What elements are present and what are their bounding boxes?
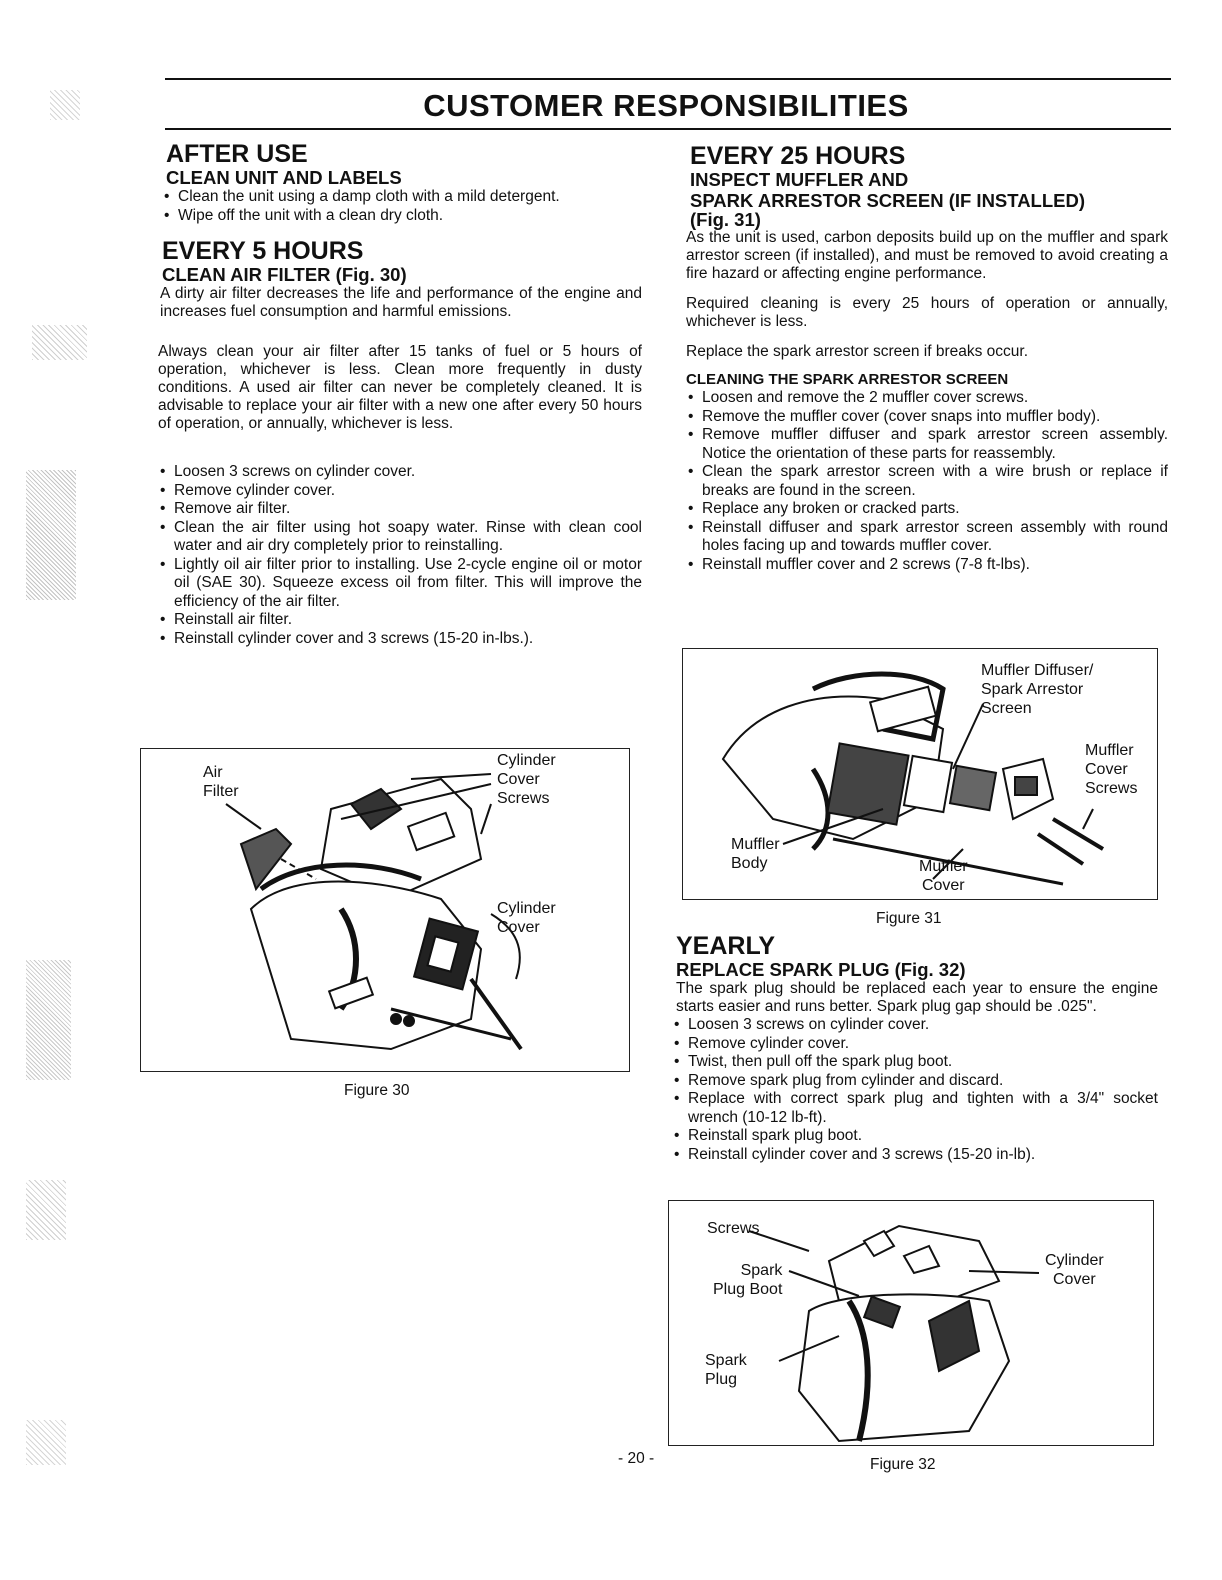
cylinder-cover-label: Cylinder Cover	[497, 900, 556, 936]
clean-unit-subheading: CLEAN UNIT AND LABELS	[166, 167, 402, 188]
list-item: • Reinstall cylinder cover and 3 screws (15-20 in-lb).	[672, 1146, 1158, 1165]
list-item: • Reinstall spark plug boot.	[672, 1127, 1158, 1146]
list-item: • Clean the spark arrestor screen with a wire brush or replace if breaks are found in the screen.	[686, 463, 1168, 500]
list-item: • Wipe off the unit with a clean dry cloth.	[162, 207, 642, 226]
yearly-list	[672, 1016, 1158, 1164]
muffler-diffuser-label: Muffler Diffuser/ Spark Arrestor Screen	[981, 662, 1094, 717]
figure-31	[682, 648, 1158, 900]
right-column	[686, 144, 1168, 574]
cleaning-heading: CLEANING THE SPARK ARRESTOR SCREEN	[686, 371, 1009, 388]
muffler-body-label: Muffler Body	[731, 836, 780, 872]
header-rule-bottom	[165, 128, 1171, 130]
list-item: • Lightly oil air filter prior to installing. Use 2-cycle engine oil or motor oil (SAE 30). Squeeze excess oil from filter. This will improve the efficiency of the air filter.	[158, 556, 642, 612]
spark-plug-label: Spark Plug	[705, 1352, 747, 1388]
list-item: • Loosen 3 screws on cylinder cover.	[672, 1016, 1158, 1035]
muffler-cover-screws-label: Muffler Cover Screws	[1085, 742, 1138, 797]
yearly-heading: YEARLY	[676, 932, 776, 960]
after-use-list	[162, 188, 642, 225]
scan-speck	[50, 90, 80, 120]
list-item: • Replace with correct spark plug and tighten with a 3/4" socket wrench (10-12 lb-ft).	[672, 1090, 1158, 1127]
figure-30	[140, 748, 630, 1072]
list-item: • Loosen 3 screws on cylinder cover.	[158, 463, 642, 482]
page-title: CUSTOMER RESPONSIBILITIES	[423, 88, 909, 123]
every25-para2: Required cleaning is every 25 hours of operation or annually, whichever is less.	[686, 295, 1168, 330]
air-filter-label: Air Filter	[203, 764, 239, 800]
every5-para1: A dirty air filter decreases the life and performance of the engine and increases fuel consumption and harmful emissions.	[160, 285, 642, 320]
cylinder-cover-label: Cylinder Cover	[1045, 1252, 1104, 1288]
list-item: • Reinstall cylinder cover and 3 screws (15-20 in-lbs.).	[158, 630, 642, 649]
figure-30-caption: Figure 30	[344, 1082, 410, 1099]
every5-para2: Always clean your air filter after 15 tanks of fuel or 5 hours of operation, whichever is less. Clean more frequently in dusty conditions. A used air filter can never be completely cleaned. It is advisable to replace your air filter with a new one after every 50 hours of operation, or annually, whichever is less.	[158, 343, 642, 432]
every5-list	[158, 463, 642, 648]
every25-heading: EVERY 25 HOURS	[690, 142, 906, 170]
replace-spark-plug-subheading: REPLACE SPARK PLUG (Fig. 32)	[676, 959, 966, 980]
clean-air-filter-subheading: CLEAN AIR FILTER (Fig. 30)	[162, 264, 407, 285]
list-item: • Reinstall diffuser and spark arrestor screen assembly with round holes facing up and towards muffler cover.	[686, 519, 1168, 556]
list-item: • Reinstall muffler cover and 2 screws (7-8 ft-lbs).	[686, 556, 1168, 575]
scan-speck	[26, 1180, 66, 1240]
list-item: • Remove spark plug from cylinder and discard.	[672, 1072, 1158, 1091]
list-item: • Replace any broken or cracked parts.	[686, 500, 1168, 519]
list-item: • Clean the unit using a damp cloth with a mild detergent.	[162, 188, 642, 207]
left-column	[158, 142, 642, 648]
list-item: • Clean the air filter using hot soapy water. Rinse with clean cool water and air dry completely prior to reinstalling.	[158, 519, 642, 556]
spark-plug-boot-label: Spark Plug Boot	[713, 1262, 783, 1298]
spark-arrestor-subheading: SPARK ARRESTOR SCREEN (IF INSTALLED)	[690, 190, 1086, 211]
fig31-ref: (Fig. 31)	[690, 209, 761, 230]
scan-speck	[26, 960, 71, 1080]
list-item: • Remove cylinder cover.	[158, 482, 642, 501]
figure-32	[668, 1200, 1154, 1446]
cylinder-cover-screws-label: Cylinder Cover Screws	[497, 752, 556, 807]
page-number: - 20 -	[618, 1450, 655, 1467]
screws-label: Screws	[707, 1220, 760, 1237]
every25-para3: Replace the spark arrestor screen if breaks occur.	[686, 343, 1029, 360]
after-use-heading: AFTER USE	[166, 140, 308, 168]
list-item: • Twist, then pull off the spark plug boot.	[672, 1053, 1158, 1072]
muffler-cover-label: Muffler Cover	[919, 858, 968, 894]
every25-para1: As the unit is used, carbon deposits build up on the muffler and spark arrestor screen (if installed), and must be removed to avoid creating a fire hazard or affecting engine performance.	[686, 229, 1168, 282]
scan-speck	[26, 470, 76, 600]
figure-31-caption: Figure 31	[876, 910, 942, 927]
list-item: • Reinstall air filter.	[158, 611, 642, 630]
header-rule-top	[165, 78, 1171, 80]
list-item: • Remove muffler diffuser and spark arrestor screen assembly. Notice the orientation of these parts for reassembly.	[686, 426, 1168, 463]
inspect-muffler-subheading: INSPECT MUFFLER AND	[690, 169, 909, 190]
figure-32-caption: Figure 32	[870, 1456, 936, 1473]
list-item: • Remove air filter.	[158, 500, 642, 519]
scan-speck	[32, 325, 87, 360]
list-item: • Loosen and remove the 2 muffler cover screws.	[686, 389, 1168, 408]
scan-speck	[26, 1420, 66, 1465]
yearly-para: The spark plug should be replaced each year to ensure the engine starts easier and runs better. Spark plug gap should be .025".	[676, 980, 1158, 1015]
yearly-section	[672, 934, 1158, 1164]
list-item: • Remove cylinder cover.	[672, 1035, 1158, 1054]
every5-heading: EVERY 5 HOURS	[162, 237, 364, 265]
every25-list	[686, 389, 1168, 574]
list-item: • Remove the muffler cover (cover snaps into muffler body).	[686, 408, 1168, 427]
